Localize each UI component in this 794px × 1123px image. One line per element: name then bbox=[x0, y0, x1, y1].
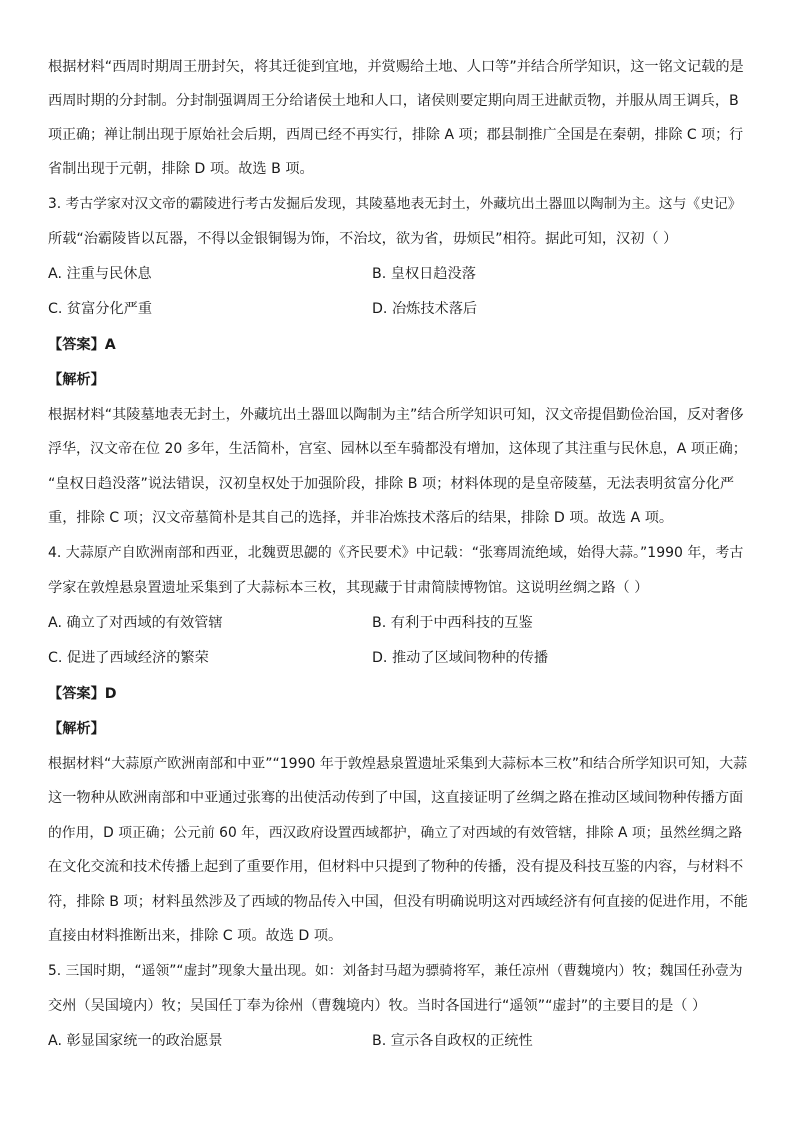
question-4-option-a: A. 确立了对西域的有效管辖 bbox=[48, 615, 223, 631]
question-4-analysis-line: 根据材料“大蒜原产欧洲南部和中亚”“1990 年于敦煌悬泉置遗址采集到大蒜标本三枚”和结合所学知识可知，大蒜 bbox=[48, 756, 748, 772]
question-3-analysis-line: 重，排除 C 项；汉文帝墓简朴是其自己的选择，并非冶炼技术落后的结果，排除 D 项。故选 A 项。 bbox=[48, 510, 674, 526]
question-5-stem: 交州（吴国境内）牧；吴国任丁奉为徐州（曹魏境内）牧。当时各国进行“遥领”“虚封”的主要目的是（ ） bbox=[48, 998, 707, 1014]
question-5-stem: 5. 三国时期，“遥领”“虚封”现象大量出现。如：刘备封马超为骠骑将军，兼任凉州（曹魏境内）牧；魏国任孙壹为 bbox=[48, 963, 743, 979]
question-4-analysis-label: 【解析】 bbox=[48, 721, 105, 737]
question-3-answer: 【答案】A bbox=[48, 337, 116, 353]
question-4-analysis-line: 在文化交流和技术传播上起到了重要作用，但材料中只提到了物种的传播，没有提及科技互鉴的内容，与材料不 bbox=[48, 859, 744, 875]
question-5-option-b: B. 宣示各自政权的正统性 bbox=[372, 1033, 533, 1049]
question-4-option-b: B. 有利于中西科技的互鉴 bbox=[372, 615, 533, 631]
question-3-analysis-label: 【解析】 bbox=[48, 372, 105, 388]
question-4-answer: 【答案】D bbox=[48, 686, 117, 702]
analysis-text-line: 省制出现于元朝，排除 D 项。故选 B 项。 bbox=[48, 161, 314, 177]
question-5-option-a: A. 彰显国家统一的政治愿景 bbox=[48, 1033, 223, 1049]
question-3-option-d: D. 冶炼技术落后 bbox=[372, 301, 478, 317]
question-4-analysis-line: 直接由材料推断出来，排除 C 项。故选 D 项。 bbox=[48, 928, 343, 944]
question-3-option-a: A. 注重与民休息 bbox=[48, 266, 152, 282]
question-3-stem: 3. 考古学家对汉文帝的霸陵进行考古发掘后发现，其陵墓地表无封土，外藏坑出土器皿以陶制为主。这与《史记》 bbox=[48, 196, 742, 212]
question-3-option-b: B. 皇权日趋没落 bbox=[372, 266, 476, 282]
analysis-text-line: 项正确；禅让制出现于原始社会后期，西周已经不再实行，排除 A 项；郡县制推广全国是在秦朝，排除 C 项；行 bbox=[48, 127, 744, 143]
question-4-analysis-line: 的作用，D 项正确；公元前 60 年，西汉政府设置西域都护，确立了对西域的有效管辖，排除 A 项；虽然丝绸之路 bbox=[48, 825, 743, 841]
question-3-analysis-line: 根据材料“其陵墓地表无封土，外藏坑出土器皿以陶制为主”结合所学知识可知，汉文帝提倡勤俭治国，反对奢侈 bbox=[48, 407, 744, 423]
question-4-option-d: D. 推动了区域间物种的传播 bbox=[372, 650, 549, 666]
question-4-stem: 学家在敦煌悬泉置遗址采集到了大蒜标本三枚，其现藏于甘肃简牍博物馆。这说明丝绸之路（ ） bbox=[48, 580, 649, 596]
question-3-analysis-line: “皇权日趋没落”说法错误，汉初皇权处于加强阶段，排除 B 项；材料体现的是皇帝陵墓，无法表明贫富分化严 bbox=[48, 476, 735, 492]
question-4-stem: 4. 大蒜原产自欧洲南部和西亚，北魏贾思勰的《齐民要术》中记载：“张骞周流绝域，始得大蒜。”1990 年，考古 bbox=[48, 545, 744, 561]
analysis-text-line: 根据材料“西周时期周王册封矢，将其迁徙到宜地，并赏赐给土地、人口等”并结合所学知识，这一铭文记载的是 bbox=[48, 59, 744, 75]
analysis-text-line: 西周时期的分封制。分封制强调周王分给诸侯土地和人口，诸侯则要定期向周王进献贡物，并服从周王调兵，B bbox=[48, 93, 739, 109]
question-4-analysis-line: 符，排除 B 项；材料虽然涉及了西域的物品传入中国，但没有明确说明这对西域经济有何直接的促进作用，不能 bbox=[48, 894, 748, 910]
question-4-analysis-line: 这一物种从欧洲南部和中亚通过张骞的出使活动传到了中国，这直接证明了丝绸之路在推动区域间物种传播方面 bbox=[48, 790, 744, 806]
question-3-option-c: C. 贫富分化严重 bbox=[48, 301, 153, 317]
question-4-option-c: C. 促进了西域经济的繁荣 bbox=[48, 650, 209, 666]
question-3-analysis-line: 浮华，汉文帝在位 20 多年，生活简朴，宫室、园林以至车骑都没有增加，这体现了其注重与民休息，A 项正确； bbox=[48, 441, 747, 457]
question-3-stem: 所载“治霸陵皆以瓦器，不得以金银铜锡为饰，不治坟，欲为省，毋烦民”相符。据此可知，汉初（ ） bbox=[48, 231, 678, 247]
